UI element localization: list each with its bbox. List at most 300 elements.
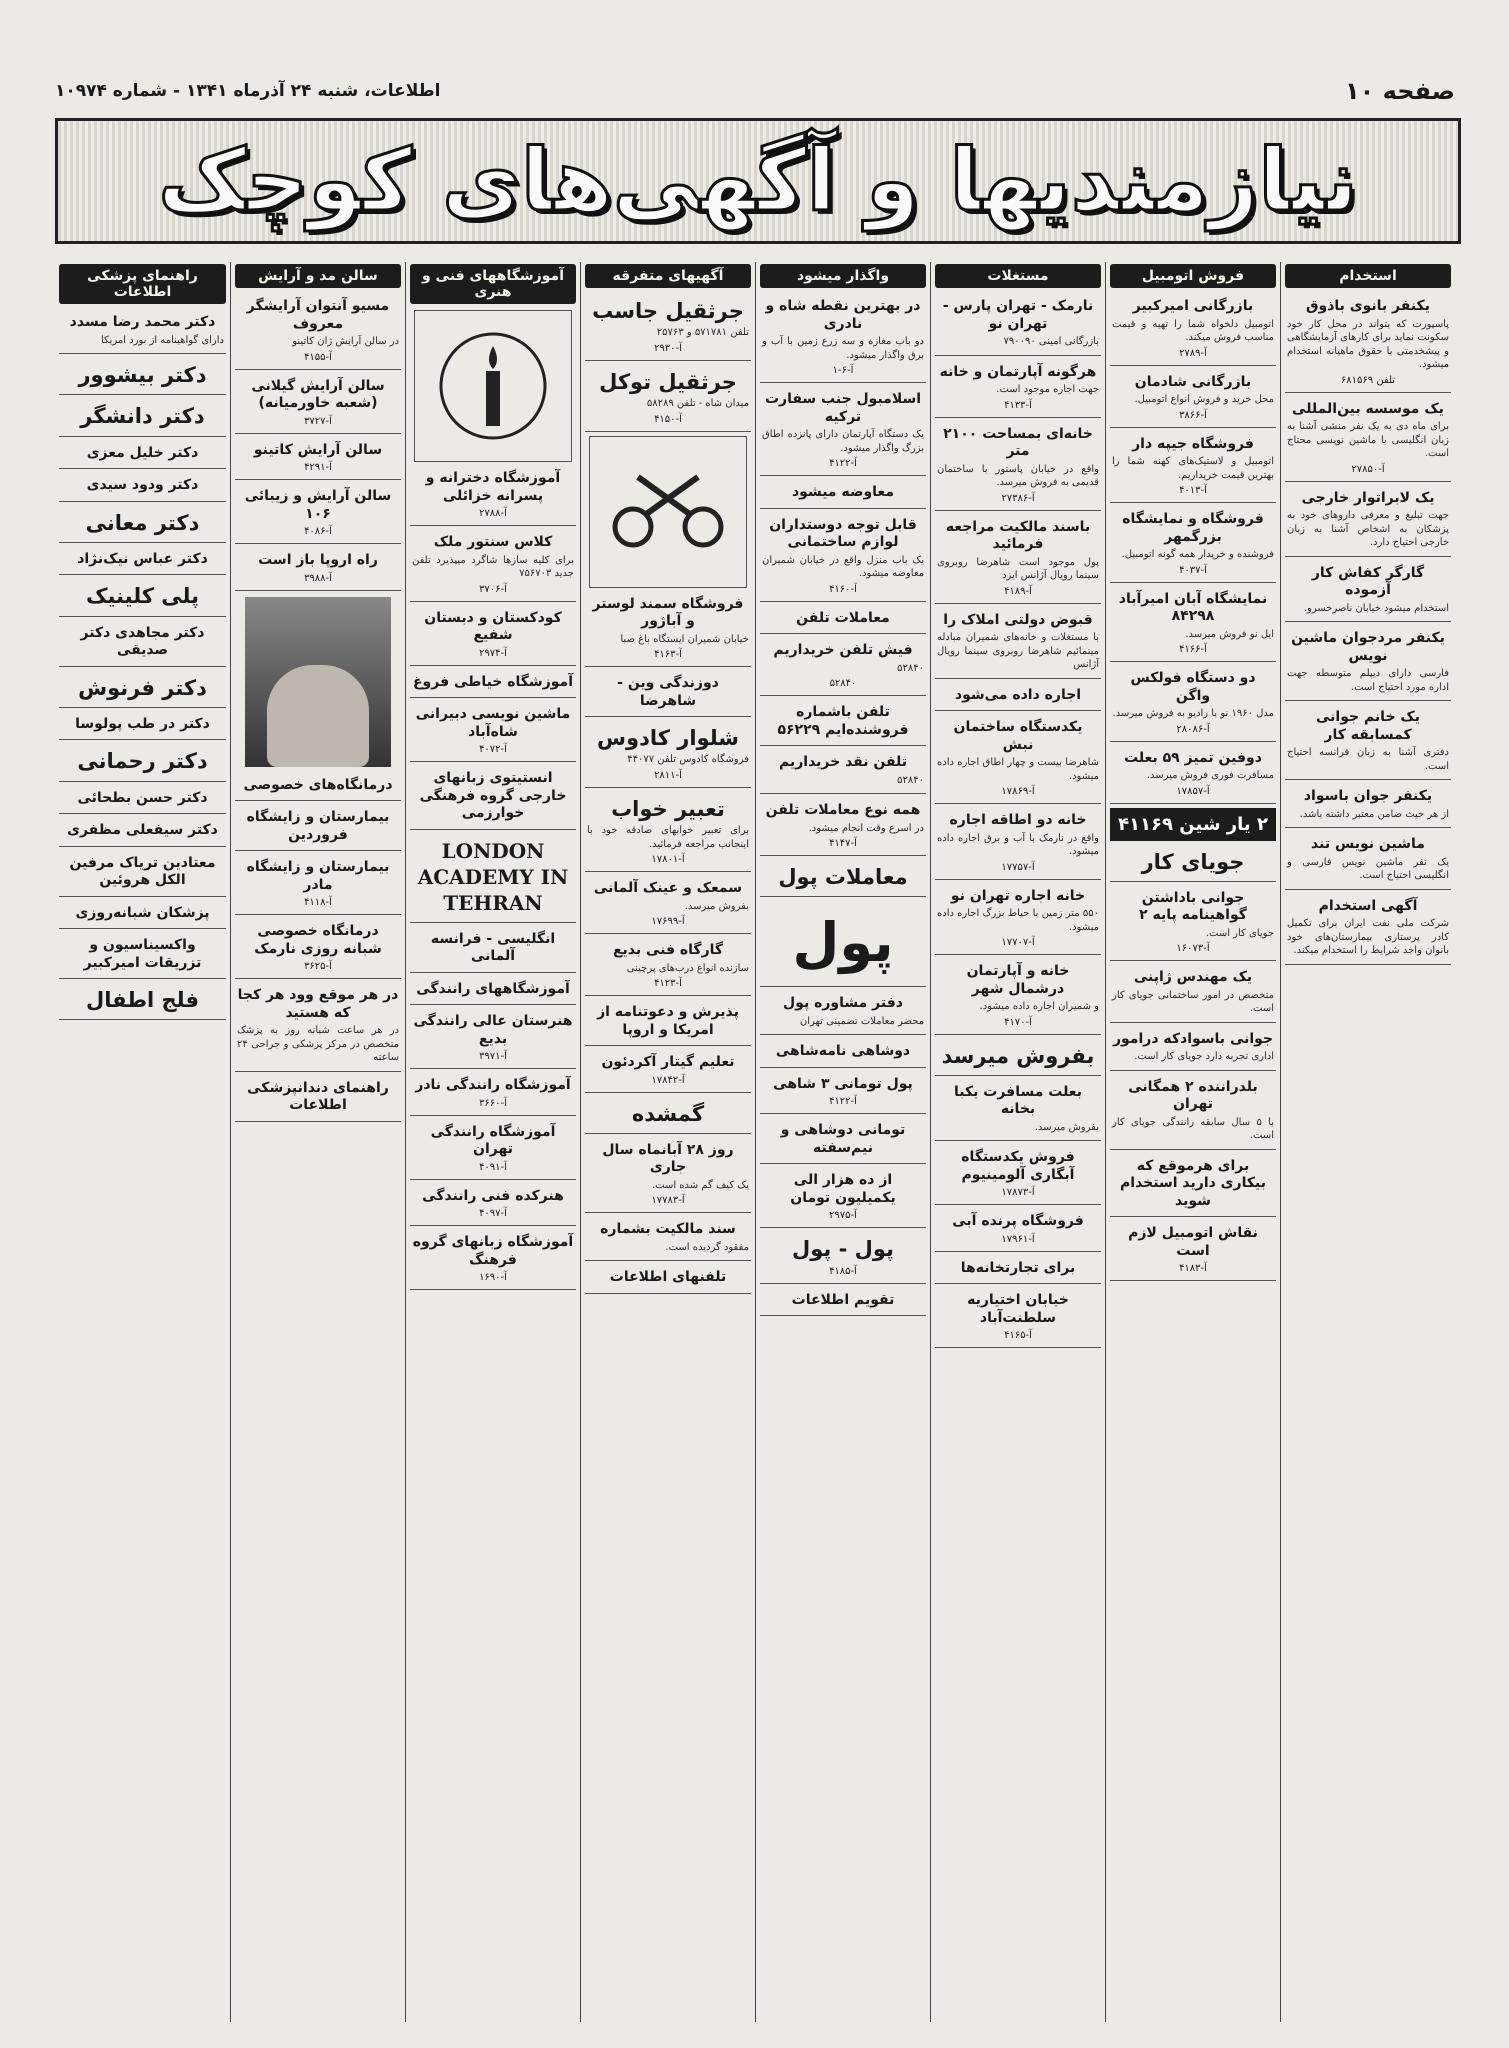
- ad-code: آ-۳۷۲۷: [304, 415, 332, 427]
- classified-ad: [1110, 507, 1276, 583]
- ad-title: تعلیم گیتار آکردئون: [601, 1054, 735, 1070]
- classified-ad: [760, 606, 926, 635]
- column-heading: واگذار میشود: [760, 264, 926, 288]
- ad-text: ۵۵۰ متر زمین با حیاط بزرگ اجاره داده میشود.: [937, 908, 1099, 933]
- classified-ad: [760, 513, 926, 602]
- classified-ad: [1110, 587, 1276, 663]
- ad-code: آ-۲۹۷۵: [829, 1210, 857, 1222]
- ad-text: برای ماه دی به یک نفر منشی آشنا به زبان انگلیسی با ماشین نویسی محتاج است.: [1287, 421, 1449, 459]
- ad-text: اتومبیل دلخواه شما را تهیه و قیمت مناسب فروش میکند.: [1112, 318, 1274, 343]
- ad-text: اتومبیل و لاستیک‌های کهنه شما را بهترین قیمت خریداریم.: [1112, 456, 1274, 481]
- ad-title: آموزشگاه زبانهای گروه فرهنگ: [412, 1234, 574, 1268]
- ad-title: فلج اطفال: [86, 988, 199, 1012]
- ad-code: ۵۲۸۴۰: [829, 678, 857, 689]
- column-heading: استخدام: [1285, 264, 1451, 288]
- classified-ad: [760, 798, 926, 856]
- ad-title: دکتر ودود سیدی: [86, 477, 199, 493]
- classified-ad: [760, 1168, 926, 1228]
- ad-text: فروشنده و خریدار همه گونه اتومبیل.: [1121, 549, 1274, 560]
- ad-code: آ-۱۷۷۸۳: [651, 1195, 685, 1207]
- ad-code: آ-۱۷۸۶۹: [1001, 786, 1035, 797]
- ad-text: و شمیران اجاره داده میشود.: [979, 1001, 1099, 1012]
- ad-text: سازنده انواع درب‌های پرچینی: [626, 962, 749, 974]
- portrait-photo: [245, 597, 391, 767]
- ad-title: گارگر کفاش کار آزموده: [1311, 564, 1425, 598]
- ad-code: آ-۲۹۷۴: [479, 647, 507, 659]
- ad-text: محل خرید و فروش انواع اتومبیل.: [1134, 394, 1274, 405]
- classified-ad: [585, 721, 751, 788]
- classified-ad: [1110, 1154, 1276, 1218]
- ad-title: دکتر حسن بطحائی: [77, 789, 208, 806]
- ad-title: قابل توجه دوستداران لوازم ساختمانی: [769, 516, 917, 550]
- ad-code: آ-۳۷۰۶: [479, 583, 507, 595]
- ad-text: تلفن ۵۷۱۷۸۱ و ۲۵۷۶۳: [656, 327, 749, 339]
- banner-title: نیازمندیها و آگهی‌های کوچک: [158, 131, 1358, 231]
- classified-ad: [935, 884, 1101, 956]
- classified-ad: [59, 983, 226, 1020]
- classified-ad: [585, 294, 751, 361]
- ad-title: تقویم اطلاعات: [791, 1291, 895, 1308]
- ad-code: آ-۴۱۱۸: [304, 897, 332, 908]
- classified-ad: [59, 851, 226, 897]
- ad-title: تعبیر خواب: [611, 796, 725, 821]
- ad-code: آ-۲۷۸۹: [1179, 347, 1207, 359]
- ad-title: دکتر در طب پولوسا: [75, 715, 210, 732]
- ad-title: LONDON ACADEMY IN TEHRAN: [417, 838, 569, 915]
- classified-ad: [760, 1039, 926, 1068]
- classified-ad: [935, 422, 1101, 511]
- ad-title: خانه‌ای بمساحت ۲۱۰۰ متر: [943, 425, 1093, 459]
- ad-title: آموزشگاههای رانندگی: [416, 980, 570, 997]
- ad-code: آ-۲۷۳۸۶: [1001, 492, 1035, 504]
- ad-text: مدل ۱۹۶۰ نو با رادیو به فروش میرسد.: [1112, 708, 1274, 719]
- classified-ad: [1285, 486, 1451, 557]
- ad-title: بازرگانی شادمان: [1134, 373, 1252, 390]
- ad-title: فروشگاه جیپه دار: [1132, 435, 1254, 452]
- classified-ad: [59, 441, 226, 470]
- ad-text: خیابان شمیران ایستگاه باغ صبا: [620, 633, 749, 645]
- ad-text: جهت اجاره موجود است.: [996, 384, 1099, 395]
- ad-title: یکدستگاه ساختمان نبش: [953, 719, 1083, 753]
- ad-column: [755, 262, 930, 2022]
- ad-title: دکتر فرنوش: [78, 675, 207, 700]
- page-number: صفحه ۱۰: [1345, 77, 1455, 105]
- ad-code: آ-۴۱۸۵: [829, 1265, 857, 1277]
- ad-title: انگلیسی - فرانسه آلمانی: [430, 930, 556, 964]
- ad-title: درمانگاه‌های خصوصی: [243, 776, 393, 793]
- ad-code: تلفن ۶۸۱۵۶۹: [1340, 374, 1396, 386]
- ad-title: کلاس سنتور ملک: [433, 534, 553, 550]
- ad-column: [1105, 262, 1280, 2022]
- ad-text: دفتری آشنا به زبان فرانسه احتیاج است.: [1287, 747, 1449, 772]
- ad-title: معاملات تلفن: [796, 609, 890, 626]
- candle-illustration: [414, 310, 572, 462]
- ad-title: پلی کلینیک: [85, 584, 200, 609]
- classified-ad: [1285, 894, 1451, 965]
- classified-ad: [1110, 746, 1276, 804]
- classified-ad: [1110, 294, 1276, 366]
- ad-title: سالن آرایش و زیبائی ۱۰۶: [244, 488, 392, 522]
- ad-code: آ-۱۷۸۴۲: [651, 1074, 685, 1086]
- classified-ad: [935, 515, 1101, 604]
- classified-ad: [935, 808, 1101, 880]
- classified-ad: [1110, 432, 1276, 504]
- classified-ad: [760, 1232, 926, 1283]
- ad-text: با ۵ سال سابقه رانندگی جویای کار است.: [1112, 1116, 1275, 1142]
- ad-title: ماشین نویسی دبیرانی شاه‌آباد: [415, 706, 571, 740]
- classified-ad: [1110, 886, 1276, 962]
- classified-ad: [585, 938, 751, 996]
- classified-ad: [1110, 845, 1276, 882]
- highlight-box: ۲ یار شین ۴۱۱۶۹: [1110, 808, 1276, 841]
- classified-ad: [1285, 705, 1451, 780]
- ad-title: فیش تلفن خریداریم: [773, 642, 913, 658]
- classified-ad: [585, 876, 751, 934]
- ad-title: آگهی استخدام: [1318, 897, 1418, 914]
- ad-code: آ-۴۰۷۲: [479, 744, 507, 755]
- ad-title: یکنفر بانوی باذوق: [1306, 298, 1430, 314]
- ad-title: دکتر دانشگر: [80, 404, 205, 429]
- ad-title: معاملات پول: [778, 865, 908, 889]
- ad-title: روز ۲۸ آبانماه سال جاری: [602, 1141, 734, 1176]
- ad-title: پزشکان شبانه‌روزی: [75, 904, 210, 921]
- ad-code: آ-۴۱۲۳: [654, 978, 682, 989]
- ad-title: تومانی دوشاهی و نیم‌سفته: [780, 1122, 906, 1156]
- ad-title: تلفن نقد خریداریم: [778, 754, 908, 770]
- classified-ad: [59, 506, 226, 543]
- classified-ad: [235, 805, 401, 851]
- ad-code: آ-۴۱۶۰: [829, 583, 857, 595]
- classified-ad: [410, 606, 576, 666]
- ad-code: آ-۴۱۷۰: [1004, 1016, 1032, 1028]
- classified-ad: [585, 592, 751, 668]
- classified-ad: [1110, 1221, 1276, 1281]
- ad-title: دکتر رحمانی: [77, 749, 208, 774]
- ad-title: اجاره داده می‌شود: [954, 686, 1082, 703]
- ad-text: ۵۲۸۴۰: [897, 662, 924, 674]
- classified-ad: [410, 670, 576, 699]
- ad-title: جوانی باداشتن گواهینامه پایه ۲: [1139, 889, 1247, 924]
- ad-code: آ-۲۷۸۸: [479, 508, 507, 519]
- ad-title: بلدراننده ۲ همگانی تهران: [1128, 1078, 1258, 1113]
- classified-ad: [1110, 1075, 1276, 1150]
- classified-ad: [935, 1039, 1101, 1076]
- ad-title: تلفن باشماره فروشنده‌ایم ۵۶۲۲۹: [777, 704, 909, 738]
- ad-title: یکنفر مردجوان ماشین نویس: [1291, 630, 1445, 664]
- ad-code: آ-۳۹۸۸: [304, 572, 332, 584]
- ad-title: سمعک و عینک آلمانی: [593, 880, 743, 896]
- ad-text: محضر معاملات تضمینی تهران: [799, 1015, 924, 1027]
- classified-ad: [1285, 561, 1451, 623]
- classified-ad: [935, 608, 1101, 679]
- section-banner: [55, 118, 1461, 244]
- ad-text: متخصص در امور ساختمانی جویای کار است.: [1112, 989, 1274, 1015]
- ad-title: سالن آرایش گیلانی (شعبه خاورمیانه): [251, 377, 385, 411]
- ad-code: آ-۱۶۰۷۳: [1176, 943, 1210, 955]
- classified-ad: [410, 834, 576, 923]
- classified-ad: [935, 294, 1101, 356]
- ad-text: در اسرع وقت انجام میشود.: [808, 822, 924, 834]
- ad-text: بازرگانی امینی ۷۹۰۰۹۰: [1003, 336, 1099, 347]
- ad-title: گمشده: [631, 1101, 705, 1126]
- ad-title: ماشین نویس تند: [1311, 836, 1425, 852]
- classified-ad: [410, 977, 576, 1006]
- classified-ad: [760, 1072, 926, 1115]
- ad-title: خانه اجاره تهران نو: [950, 887, 1086, 904]
- classified-ad: [59, 901, 226, 930]
- classified-ad: [760, 991, 926, 1035]
- ad-title: جرثقیل توکل: [599, 369, 737, 394]
- classified-ad: [760, 294, 926, 383]
- classified-ad: [235, 919, 401, 979]
- classified-ad: [935, 715, 1101, 804]
- classified-ad: [1110, 370, 1276, 428]
- ad-title: خانه و آپارتمان درشمال شهر: [966, 963, 1070, 997]
- classified-ad: [585, 1050, 751, 1093]
- classified-ad: [585, 1138, 751, 1214]
- classified-ad: [59, 358, 226, 395]
- ad-title: آموزشگاه دخترانه و پسرانه خزائلی: [425, 470, 561, 504]
- ad-text: فارسی دارای دیپلم متوسطه جهت اداره مورد احتیاج است.: [1287, 668, 1449, 693]
- classified-ad: [760, 638, 926, 696]
- classified-ad: [410, 530, 576, 602]
- classified-ad: [585, 1217, 751, 1261]
- ad-title: از ده هزار الی یکمیلیون تومان: [790, 1172, 896, 1206]
- ad-code: آ-۴۰۳۷: [1179, 564, 1207, 576]
- ad-title: گارگاه فنی بدیع: [612, 942, 724, 958]
- ad-text: میدان شاه - تلفن ۵۸۲۸۹: [646, 398, 749, 409]
- ad-column: [55, 262, 230, 2022]
- ad-text: جویای کار است.: [1205, 927, 1274, 939]
- ad-text: بفروش میرسد.: [1034, 1121, 1099, 1133]
- classified-ad: [760, 1118, 926, 1164]
- ad-code: آ-۱۷۸۷۳: [1001, 1187, 1035, 1199]
- classified-ad: [59, 310, 226, 354]
- ad-code: آ-۱۷۶۹۹: [651, 916, 685, 927]
- classified-ad: [59, 621, 226, 667]
- ad-text: از هر حیث ضامن معتبر داشته باشد.: [1299, 808, 1449, 820]
- ad-title: نقاش اتومبیل لازم است: [1128, 1225, 1258, 1259]
- ad-title: دفتر مشاوره پول: [783, 995, 903, 1012]
- ad-code: آ-۲۹۳۰: [654, 342, 682, 354]
- ad-title: مسیو آنتوان آرایشگر معروف: [246, 298, 390, 332]
- ad-title: خیابان اختیاریه سلطنت‌آباد: [967, 1292, 1069, 1326]
- classified-ad: [760, 750, 926, 794]
- classified-ad: [935, 1145, 1101, 1205]
- ad-title: نارمک - تهران پارس - تهران نو: [942, 298, 1094, 332]
- ad-title: دکتر معانی: [85, 510, 200, 535]
- classified-ad: [235, 773, 401, 802]
- ad-text: یک کیف گم شده است.: [651, 1179, 749, 1191]
- ad-text: یک دستگاه آپارتمان دارای پانزده اطاق بزرگ واگذار میشود.: [762, 429, 924, 454]
- ad-code: آ-۴۱۲۲: [829, 1096, 857, 1108]
- classified-ad: [235, 983, 401, 1072]
- ad-code: آ-۳۶۲۵: [304, 961, 332, 972]
- ad-title: جرثقیل جاسب: [592, 299, 744, 323]
- ad-text: برای کلیه سازها شاگرد میپذیرد تلفن جدید ۷۵۶۷۰۳: [412, 554, 574, 579]
- classified-ad: [935, 360, 1101, 418]
- ad-text: یک باب منزل واقع در خیابان شمیران معاوضه میشود.: [762, 554, 924, 579]
- issue-info: اطلاعات، شنبه ۲۴ آذرماه ۱۳۴۱ - شماره ۱۰۹۷۴: [55, 81, 441, 101]
- ad-code: آ-۴۱۲۲: [829, 458, 857, 469]
- classified-ad: [760, 901, 926, 987]
- classified-ad: [1110, 666, 1276, 742]
- ad-title: فروشگاه سمند لوستر و آباژور: [592, 595, 744, 629]
- ad-code: آ-۴۱۶۳: [654, 649, 682, 660]
- classified-ad: [410, 1230, 576, 1290]
- ad-text: مسافرت فوری فروش میرسد.: [1146, 770, 1274, 781]
- classified-ad: [1110, 1027, 1276, 1071]
- classified-ad: [935, 1256, 1101, 1285]
- ad-text: پاسپورت که بتواند در محل کار خود سکونت نماید برای کارهای آزمایشگاهی و پیشخدمتی با حقوق ماهیانه استخدام میشود.: [1287, 318, 1449, 370]
- ad-code: آ-۴۱۳۳: [1004, 399, 1032, 411]
- ad-code: آ-۴۲۹۱: [304, 462, 332, 473]
- ad-title: دوشاهی نامه‌شاهی: [775, 1043, 911, 1060]
- ad-title: آموزشگاه خیاطی فروغ: [412, 673, 574, 690]
- ad-code: آ-۲۸۱۱: [654, 769, 682, 781]
- classified-ad: [59, 547, 226, 576]
- classified-ad: [1285, 397, 1451, 482]
- classified-ad: [410, 766, 576, 830]
- ad-title: یکنفر جوان باسواد: [1303, 788, 1433, 804]
- ad-text: فروشگاه کادوس تلفن ۴۴۰۷۷: [627, 754, 749, 766]
- ad-column: [230, 262, 405, 2022]
- ad-text: مفقود گردیده است.: [665, 1241, 749, 1253]
- ad-text: در هر ساعت شبانه روز به پزشک متخصص در مرکز پزشکی و جراحی ۲۴ ساعته: [237, 1025, 399, 1063]
- ad-column: [580, 262, 755, 2022]
- classified-ad: [59, 579, 226, 616]
- column-heading: آگهیهای متفرقه: [585, 264, 751, 288]
- ad-title: برای تجارتخانه‌ها: [960, 1259, 1076, 1276]
- classified-ad: [235, 294, 401, 370]
- ad-title: جوانی باسوادکه درامور: [1112, 1030, 1274, 1047]
- classified-ad: [410, 1120, 576, 1180]
- classified-ad: [235, 548, 401, 591]
- ad-title: راه اروپا باز است: [258, 552, 378, 568]
- classified-ad: [59, 786, 226, 815]
- ad-title: باسند مالکیت مراجعه فرمائید: [945, 518, 1091, 552]
- classified-ad: [235, 438, 401, 481]
- ad-text: شرکت ملی نفت ایران برای تکمیل کادر پرستاری بیمارستان‌های خود بانوان واجد شرایط را استخدام میکند.: [1287, 918, 1449, 956]
- ad-title: همه نوع معاملات تلفن: [765, 802, 921, 818]
- ad-title: بعلت مسافرت یکبا بخانه: [954, 1083, 1082, 1118]
- classified-ad: [585, 1000, 751, 1046]
- ad-title: آموزشگاه رانندگی تهران: [430, 1123, 556, 1157]
- ad-text: با مستغلات و خانه‌های شمیران مبادله مینمائیم شاهرضا روبروی سینما رویال آژانس: [937, 632, 1099, 670]
- classified-ad: [1285, 626, 1451, 701]
- classified-ad: [585, 671, 751, 717]
- ad-title: جویای کار: [1141, 849, 1245, 874]
- column-heading: راهنمای پزشکی اطلاعات: [59, 264, 226, 304]
- scissors-illustration: [589, 436, 747, 588]
- ad-text: پول موجود است شاهرضا روبروی سینما رویال آژانس ایزد: [937, 556, 1099, 581]
- ad-text: استخدام میشود خیابان ناصرخسرو.: [1303, 602, 1449, 614]
- ad-title: معتادین تریاک مرفین الکل هروئین: [69, 854, 216, 888]
- classified-ad: [410, 1184, 576, 1227]
- classified-ad: [760, 1288, 926, 1317]
- classified-ad: [1285, 832, 1451, 890]
- ad-text: اداری تجربه دارد جویای کار است.: [1134, 1051, 1274, 1063]
- ad-code: آ-۱۶۹۰: [479, 1272, 507, 1283]
- classified-ad: [760, 480, 926, 509]
- ad-title: نمایشگاه آبان امیرآباد ۸۴۲۹۸: [1118, 590, 1268, 624]
- classified-ad: [59, 671, 226, 708]
- classified-ad: [410, 927, 576, 973]
- classified-ad: [935, 683, 1101, 712]
- classified-ad: [59, 933, 226, 979]
- classified-ad: [410, 1073, 576, 1116]
- ad-title: در هر موقع وود هر کجا که هستید: [237, 987, 399, 1021]
- ad-title: هرگونه آپارتمان و خانه: [939, 363, 1097, 380]
- ad-code: آ-۴۱۸۹: [1004, 585, 1032, 597]
- ad-title: دوزندگی وین - شاهرضا: [617, 675, 719, 709]
- ad-title: دکتر خلیل معزی: [86, 444, 199, 461]
- classified-ad: [1285, 784, 1451, 828]
- classified-ad: [935, 1080, 1101, 1142]
- ad-title: دکتر بیشوور: [78, 363, 207, 387]
- classified-ad: [760, 860, 926, 897]
- ad-text: دارای گواهینامه از بورد امریکا: [100, 334, 224, 346]
- ad-column: [930, 262, 1105, 2022]
- classified-ad: [935, 959, 1101, 1035]
- ad-title: بیمارستان و زایشگاه مادر: [246, 859, 390, 893]
- ad-text: واقع در خیابان پاستور با ساختمان قدیمی به فروش میرسد.: [937, 463, 1099, 488]
- classified-ad: [585, 792, 751, 872]
- ad-text: ایل نو فروش میرسد.: [1185, 628, 1274, 640]
- ad-title: سالن آرایش کاتینو: [253, 441, 383, 458]
- ad-title: کودکستان و دبستان شفیع: [424, 609, 562, 643]
- ad-text: بفروش میرسد.: [684, 900, 749, 912]
- ad-title: یک موسسه بین‌المللی: [1292, 400, 1444, 417]
- ad-code: آ-۴۱۸۳: [1179, 1263, 1207, 1275]
- ad-code: آ-۴۰۸۶: [304, 526, 332, 537]
- ad-title: دکتر مجاهدی دکتر صدیقی: [80, 624, 205, 658]
- ad-title: برای هرموقع که بیکاری دارید استخدام شوید: [1120, 1157, 1266, 1209]
- ad-text: در سالن آرایش ژان کاتینو: [292, 336, 399, 347]
- ad-code: آ-۴۱۵۵: [304, 351, 332, 363]
- ad-code: آ-۴۰۹۷: [479, 1208, 507, 1219]
- ad-title: راهنمای دندانپزشکی اطلاعات: [247, 1079, 389, 1113]
- ad-title: پول: [792, 911, 894, 975]
- ad-title: انستیتوی زبانهای خارجی گروه فرهنگی خوارزمی: [419, 770, 567, 821]
- ad-code: آ-۴۱۶۵: [1004, 1330, 1032, 1342]
- ad-column: [1280, 262, 1455, 2022]
- classified-ad: [585, 1097, 751, 1134]
- ad-title: فروشگاه و نمایشگاه بزرگمهر: [1122, 511, 1264, 545]
- ad-title: فروشگاه پرنده آبی: [952, 1213, 1084, 1230]
- page-header: [55, 78, 1455, 104]
- ad-code: آ-۱۷۹۶۱: [1001, 1233, 1035, 1245]
- ad-title: دکتر عباس نیک‌نژاد: [77, 550, 208, 567]
- classified-ad: [59, 473, 226, 502]
- ad-title: یک لابراتوار خارجی: [1301, 489, 1435, 506]
- classified-ad: [760, 700, 926, 746]
- ad-title: آموزشگاه رانندگی نادر: [415, 1077, 571, 1093]
- ad-title: تلفنهای اطلاعات: [609, 1269, 727, 1286]
- ad-code: آ-۱۷۷۵۷: [1001, 861, 1035, 873]
- classified-ad: [235, 374, 401, 434]
- ad-text: دو باب مغازه و سه زرع زمین با آب و برق واگذار میشود.: [762, 336, 924, 361]
- ad-code: آ-۳۹۷۱: [479, 1051, 507, 1062]
- ad-code: آ-۲۸۰۸۶: [1176, 723, 1210, 735]
- column-heading: سالن مد و آرایش: [235, 264, 401, 288]
- classified-ad: [760, 387, 926, 476]
- ad-text: ۵۲۸۴۰: [897, 774, 924, 786]
- ad-code: آ-۱۷۷۰۷: [1001, 937, 1035, 948]
- column-heading: مستغلات: [935, 264, 1101, 288]
- ad-code: آ-۴۱۶۶: [1179, 644, 1207, 655]
- ad-title: دو دستگاه فولکس واگن: [1130, 670, 1256, 704]
